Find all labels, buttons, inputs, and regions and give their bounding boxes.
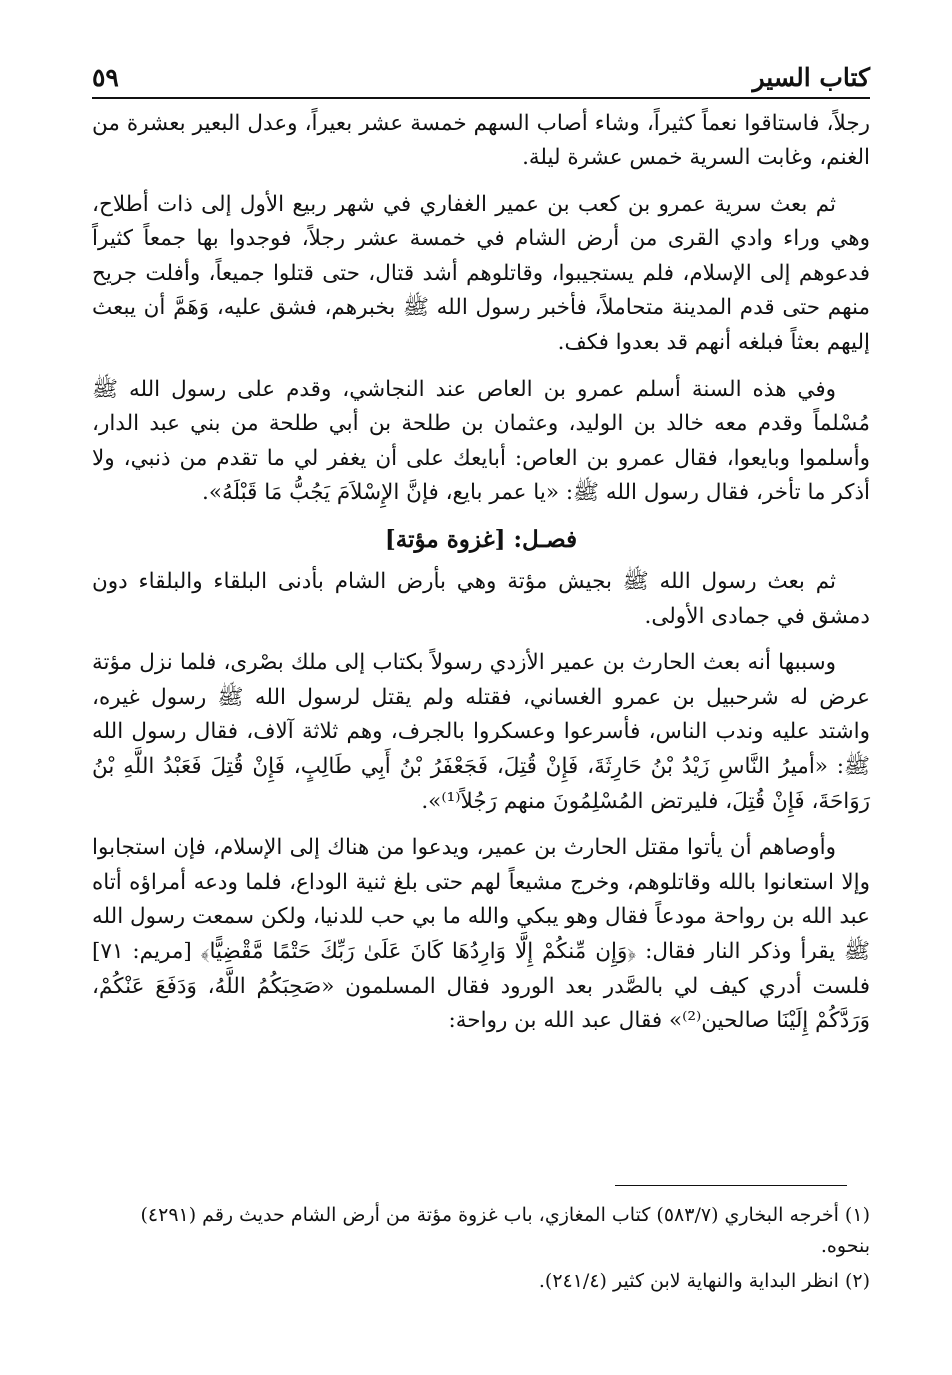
paragraph: رجلاً، فاستاقوا نعماً كثيراً، وشاء أصاب السهم خمسة عشر بعيراً، وعدل البعير بعشرة من الغنم، وغابت السرية خمس عشرة ليلة.	[92, 110, 870, 171]
body-text	[92, 107, 870, 1039]
paragraph: ثم بعث رسول الله ﷺ بجيش مؤتة وهي بأرض الشام بأدنى البلقاء والبلقاء دون دمشق في جمادى الأولى.	[92, 569, 870, 629]
footnotes	[92, 1200, 870, 1301]
page-number: ٥٩	[92, 63, 119, 92]
section-heading: فصـل: [غزوة مؤتة]	[384, 526, 578, 554]
paragraph: وفي هذه السنة أسلم عمرو بن العاص عند النجاشي، وقدم على رسول الله ﷺ مُسْلماً وقدم معه خالد بن الوليد، وعثمان بن طلحة بن أبي طلحة من بني عبد الدار، وأسلموا وبايعوا، فقال عمرو بن العاص: أبايعك على أن يغفر لي ما تقدم من ذنبي، ولا أذكر ما تأخر، فقال رسول الله ﷺ: «يا عمر بايع، فإنَّ الإِسْلاَمَ يَجُبُّ مَا قَبْلَهُ».	[92, 376, 870, 506]
footnote: (١) أخرجه البخاري (٥٨٣/٧) كتاب المغازي، باب غزوة مؤتة من أرض الشام حديث رقم (٤٢٩١) بنحوه.	[140, 1204, 870, 1257]
paragraph: وأوصاهم أن يأتوا مقتل الحارث بن عمير، ويدعوا من هناك إلى الإسلام، فإن استجابوا وإلا استعانوا بالله وقاتلوهم، وخرج مشيعاً لهم حتى بلغ ثنية الوداع، فلما ودعه أمراؤه أتاه عبد الله بن رواحة مودعاً فقال وهو يبكي والله ما بي حب للدنيا، ولكن سمعت رسول الله ﷺ يقرأ وذكر النار فقال: ﴿وَإِن مِّنكُمْ إِلَّا وَارِدُهَا كَانَ عَلَىٰ رَبِّكَ حَتْمًا مَّقْضِيًّا﴾ [مريم: ٧١] فلست أدري كيف لي بالصَّدر بعد الورود فقال المسلمون «صَحِبَكُمُ اللَّهُ، وَدَفَعَ عَنْكُمْ، وَرَدَّكُمْ إِلَيْنَا صالحين⁽²⁾» فقال عبد الله بن رواحة:	[92, 835, 870, 1034]
footnote: (٢) انظر البداية والنهاية لابن كثير (٢٤١/٤).	[538, 1270, 870, 1292]
paragraph: وسببها أنه بعث الحارث بن عمير الأزدي رسولاً بكتاب إلى ملك بصْرى، فلما نزل مؤتة عرض له شرحبيل بن عمرو الغساني، فقتله ولم يقتل لرسول الله ﷺ رسول غيره، واشتد عليه وندب الناس، فأسرعوا وعسكروا بالجرف، وهم ثلاثة آلاف، فقال رسول الله ﷺ: «أميرُ النَّاسِ زَيْدُ بْنُ حَارِثَةَ، فَإِنْ قُتِلَ، فَجَعْفَرُ بْنُ أَبِي طَالِبٍ، فَإِنْ قُتِلَ فَعَبْدُ اللَّهِ بْنُ رَوَاحَةَ، فَإِنْ قُتِلَ، فليرتض المُسْلِمُونَ منهم رَجُلاً⁽¹⁾».	[92, 650, 870, 814]
page	[92, 62, 870, 1051]
running-head	[92, 62, 870, 99]
paragraph: ثم بعث سرية عمرو بن كعب بن عمير الغفاري في شهر ربيع الأول إلى ذات أطلاح، وهي وراء وادي القرى من أرض الشام في خمسة عشر رجلاً، فوجدوا بها جمعاً كثيراً فدعوهم إلى الإسلام، فلم يستجيبوا، وقاتلوهم أشد قتال، حتى قتلوا جميعاً، وأفلت جريح منهم حتى قدم المدينة متحاملاً، فأخبر رسول الله ﷺ بخبرهم، فشق عليه، وَهَمَّ أن يبعث إليهم بعثاً فبلغه أنهم قد بعدوا فكف.	[92, 191, 870, 356]
footnote-divider	[615, 1185, 847, 1186]
book-title: كتاب السير	[752, 63, 870, 92]
